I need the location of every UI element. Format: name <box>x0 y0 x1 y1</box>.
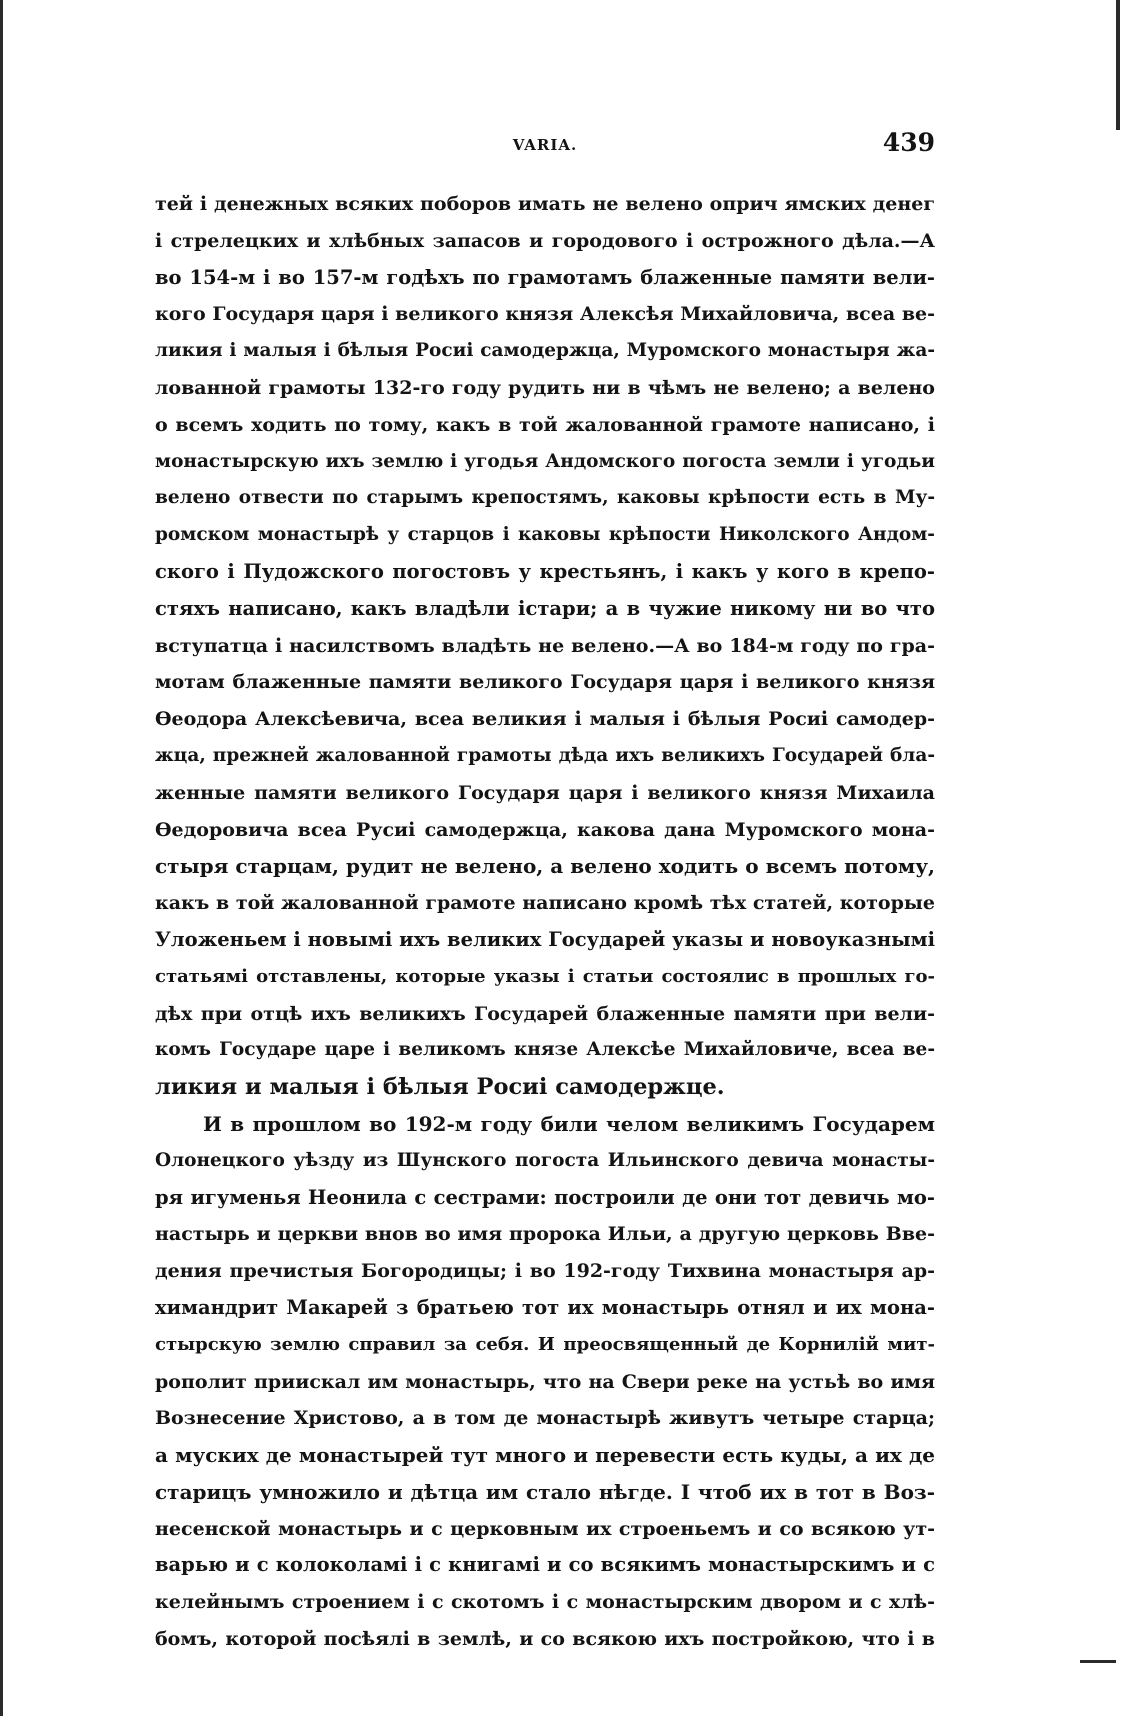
text-line: дѣх при отцѣ ихъ великихъ Государей блаженные памяти при вели- <box>155 1002 935 1025</box>
text-line: старицъ умножило и дѣтца им стало нѣгде. І чтоб их в тот в Воз- <box>155 1479 935 1504</box>
text-line: бомъ, которой посѣялі в землѣ, и со всякою ихъ постройкою, что і в <box>155 1628 935 1651</box>
text-line: Уложеньем і новымі ихъ великих Государей указы и новоуказнымі <box>155 927 935 951</box>
text-line: ря игуменья Неонила с сестрами: построили де они тот девичь мо- <box>155 1185 935 1209</box>
text-line: стырскую землю справил за себя. И преосвященный де Корнилій мит- <box>155 1333 935 1355</box>
scan-edge-right <box>1116 0 1120 130</box>
text-line: мотам блаженные памяти великого Государя царя і великого князя <box>155 671 935 694</box>
text-line: ского і Пудожского погостовъ у крестьянъ, і какъ у кого в крепо- <box>155 559 935 583</box>
text-line: химандрит Макарей з братьею тот их монастырь отнял и их мона- <box>155 1295 935 1319</box>
paragraph-1 <box>155 186 935 1106</box>
paragraph-2 <box>155 1106 935 1658</box>
text-line: стыря старцам, рудит не велено, а велено ходить о всемъ потому, <box>155 854 935 879</box>
text-line: Ѳеодора Алексѣевича, всеа великия і малыя і бѣлыя Росиі самодер- <box>155 708 935 731</box>
text-line: жца, прежней жалованной грамоты дѣда ихъ великихъ Государей бла- <box>155 744 935 766</box>
text-line: какъ в той жалованной грамоте написано кромѣ тѣх статей, которые <box>155 892 935 915</box>
text-line: вступатца і насилствомъ владѣть не велено.—А во 184-м году по гра- <box>155 634 935 657</box>
text-line: Олонецкого уѣзду из Шунского погоста Ильинского девича монасты- <box>155 1149 935 1171</box>
text-line: женные памяти великого Государя царя і великого князя Михаила <box>155 781 935 804</box>
text-line: стяхъ написано, какъ владѣли істари; а в чужие никому ни во что <box>155 596 935 620</box>
page-header <box>155 128 935 168</box>
text-line: ромском монастырѣ у старцов і каковы крѣпости Николского Андом- <box>155 524 935 546</box>
text-line: несенской монастырь и с церковным их строеньемъ и со всякою ут- <box>155 1517 935 1540</box>
text-line: а муских де монастырей тут много и перевести есть куды, а их де <box>155 1443 935 1468</box>
scan-mark <box>1080 1660 1116 1663</box>
text-line: варью и с колоколамі і с книгамі и со всякимъ монастырскимъ и с <box>155 1553 935 1577</box>
text-line: лованной грамоты 132-го году рудить ни в чѣмъ не велено; а велено <box>155 376 935 399</box>
text-line: настырь и церкви внов во имя пророка Ильи, а другую церковь Вве- <box>155 1223 935 1246</box>
text-line: во 154-м і во 157-м годѣхъ по грамотамъ блаженные памяти вели- <box>155 265 935 289</box>
text-line: комъ Государе царе і великомъ князе Алексѣе Михайловиче, всеа ве- <box>155 1039 935 1061</box>
text-line: статьямі отставлены, которые указы і статьи состоялис в прошлых го- <box>155 965 935 987</box>
text-line: дения пречистыя Богородицы; і во 192-году Тихвина монастыря ар- <box>155 1260 935 1283</box>
running-head: VARIA. <box>512 136 578 154</box>
text-line: Ѳедоровича всеа Русиі самодержца, какова дана Муромского мона- <box>155 818 935 841</box>
text-line: тей і денежных всяких поборов имать не велено оприч ямских денег <box>155 193 935 215</box>
text-line: і стрелецких и хлѣбных запасов и городового і острожного дѣла.—А <box>155 229 935 252</box>
page-number: 439 <box>882 128 935 157</box>
text-line: И в прошлом во 192-м году били челом великимъ Государем <box>203 1111 935 1136</box>
text-line: келейнымъ строением і с скотомъ і с монастырским двором и с хлѣ- <box>155 1591 935 1614</box>
text-line: монастырскую ихъ землю і угодья Андомского погоста земли і угодьи <box>155 450 935 472</box>
text-line: кого Государя царя і великого князя Алексѣя Михайловича, всеа ве- <box>155 303 935 326</box>
text-line: о всемъ ходить по тому, какъ в той жалованной грамоте написано, і <box>155 413 935 436</box>
text-line: ликия и малыя і бѣлыя Росиі самодержце. <box>155 1074 725 1101</box>
text-line: велено отвести по старымъ крепостямъ, каковы крѣпости есть в Му- <box>155 487 935 509</box>
body-text <box>155 186 935 1658</box>
text-line: Вознесение Христово, а в том де монастырѣ живутъ четыре старца; <box>155 1407 935 1430</box>
text-line: рополит приискал им монастырь, что на Свери реке на устьѣ во имя <box>155 1370 935 1393</box>
scan-edge-left <box>0 0 3 1716</box>
text-line: ликия і малыя і бѣлыя Росиі самодержца, Муромского монастыря жа- <box>155 340 935 362</box>
